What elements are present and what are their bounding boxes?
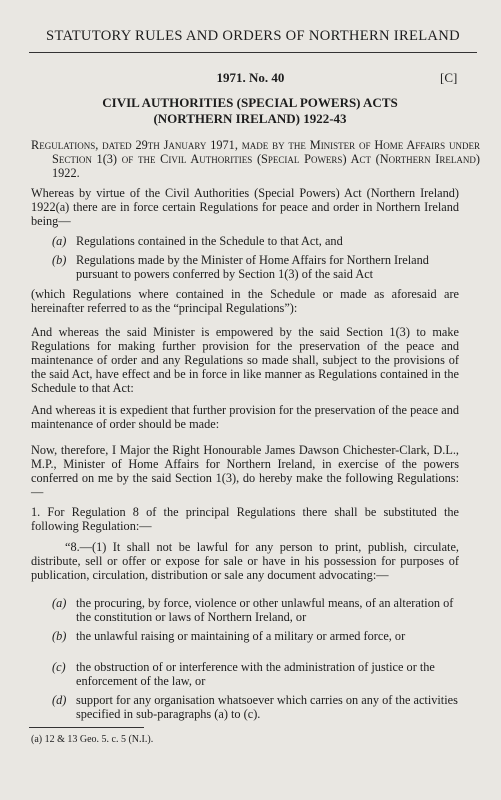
list-item [52,234,460,248]
list-item-text: Regulations made by the Minister of Home Affairs for Northern Ireland pursuant to powers conferred by Section 1(3) of the said Act [76,253,429,281]
list-item-text: support for any organisation whatsoever which carries on any of the activities specified in sub-paragraphs (a) to (c). [76,693,458,721]
list-item [52,629,460,643]
list-item [52,596,460,624]
and-whereas-paragraph-1: And whereas the said Minister is empowered by the said Section 1(3) to make Regulations for making further provision for the preservation of the peace and maintenance of order and any Regulations so made shall, subject to the provisions of the said Act, have effect and be in force in like manner as Regulations contained in the Schedule to that Act: [31,325,459,395]
now-therefore-paragraph: Now, therefore, I Major the Right Honourable James Dawson Chichester-Clark, D.L., M.P., Minister of Home Affairs for Northern Ireland, in exercise of the powers conferred on me by the said Section 1(3), do hereby make the following Regulations:— [31,443,459,499]
list-item [52,253,460,281]
title-line-1: CIVIL AUTHORITIES (SPECIAL POWERS) ACTS [102,95,398,110]
category-code: [C] [440,70,458,85]
and-whereas-paragraph-2: And whereas it is expedient that further provision for the preservation of the peace and maintenance of order should be made: [31,403,459,431]
document-title [60,95,440,127]
list-item-label: (a) [52,234,67,248]
list-item-label: (d) [52,693,67,707]
list-item [52,693,460,721]
footnote: (a) 12 & 13 Geo. 5. c. 5 (N.I.). [31,734,154,745]
intro-paragraph: Regulations, dated 29th January 1971, made by the Minister of Home Affairs under Section 1(3) of the Civil Authorities (Special Powers) Act (Northern Ireland) 1922. [31,138,480,180]
list-item-label: (a) [52,596,67,610]
list-item-label: (b) [52,629,67,643]
rule-number: 1971. No. 40 [216,70,285,85]
header-rule [29,52,477,53]
regulation-1: 1. For Regulation 8 of the principal Regulations there shall be substituted the following Regulation:— [31,505,459,533]
footnote-rule [29,727,144,728]
regulation-8-text: “8.—(1) It shall not be lawful for any person to print, publish, circulate, distribute, sell or offer or expose for sale or have in his possession for purposes of publication, circulation, distribution or sale any document advocating:— [31,540,459,582]
whereas-paragraph: Whereas by virtue of the Civil Authorities (Special Powers) Act (Northern Ireland) 1922(a) there are in force certain Regulations for peace and order in Northern Ireland being— [31,186,459,228]
list-item [52,660,460,688]
list-item-text: the procuring, by force, violence or other unlawful means, of an alteration of the constitution or laws of Northern Ireland, or [76,596,454,624]
which-paragraph: (which Regulations where contained in the Schedule or made as aforesaid are hereinafter referred to as the “principal Regulations”): [31,287,459,315]
list-item-text: the obstruction of or interference with the administration of justice or the enforcement of the law, or [76,660,435,688]
series-header: STATUTORY RULES AND ORDERS OF NORTHERN IRELAND [46,28,460,44]
list-item-label: (b) [52,253,67,267]
list-item-text: the unlawful raising or maintaining of a military or armed force, or [76,629,406,643]
title-line-2: (NORTHERN IRELAND) 1922-43 [153,111,347,126]
list-item-label: (c) [52,660,66,674]
list-item-text: Regulations contained in the Schedule to that Act, and [76,234,343,248]
